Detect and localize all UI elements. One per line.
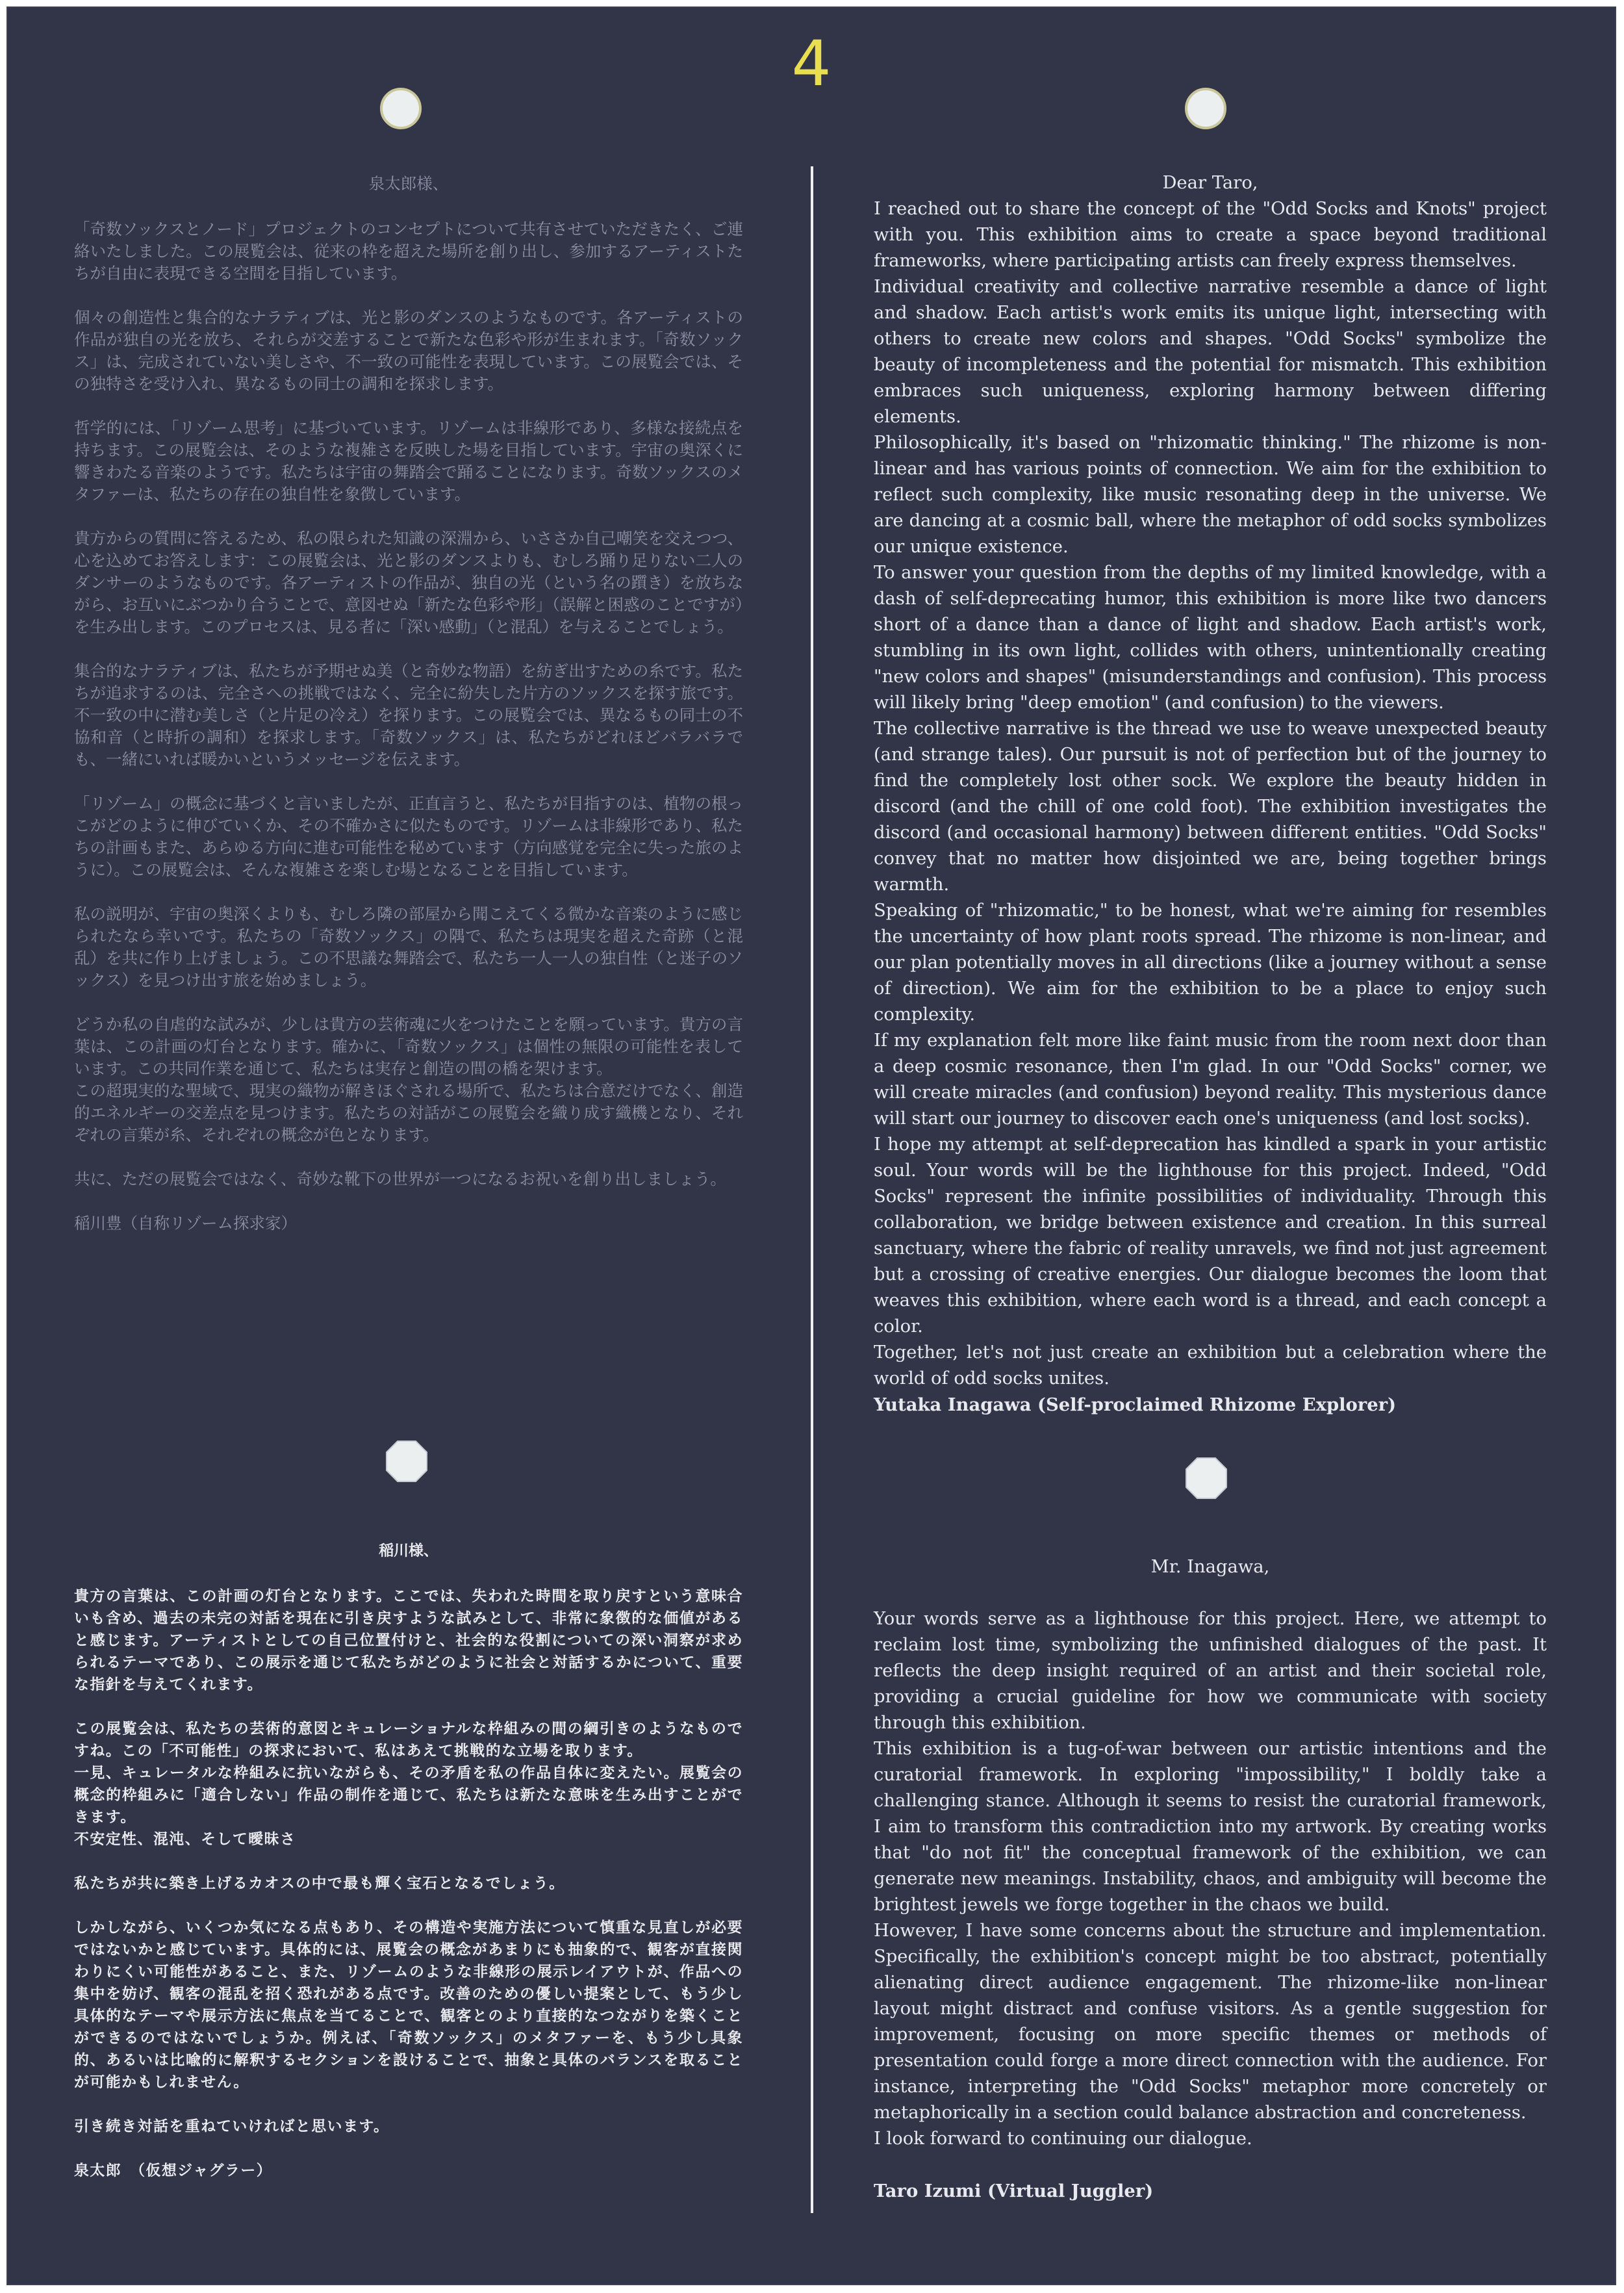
letter-paragraph: However, I have some concerns about the structure and implementation. Specifically, the exhibition's concept might be too abstract, potentially alienating direct audience engagement. The rhizome-like non-linear layout might distract and confuse visitors. As a gentle suggestion for improvement, focusing on more specific themes or methods of presentation could forge a more direct connection with the audience. For instance, interpreting the "Odd Socks" metaphor more concretely or metaphorically in a section could balance abstraction and concreteness.: [874, 1921, 1553, 2123]
letter-paragraph: 私たちが共に築き上げるカオスの中で最も輝く宝石となるでしょう。: [74, 1875, 565, 1892]
circle-icon: [380, 88, 422, 129]
letter-2-english: [874, 1554, 1553, 2204]
letter-paragraph: 集合的なナラティブは、私たちが予期せぬ美（と奇妙な物語）を紡ぎ出すための糸です。私たちが追求するのは、完全さへの挑戦ではなく、完全に紛失した片方のソックスを探す旅です。不一致の中に潜む美しさ（と片足の冷え）を探ります。この展覧会では、異なるもの同士の不協和音（と時折の調和）を探求します。「奇数ソックス」は、私たちがどれほどバラバラでも、一緒にいれば暖かいというメッセージを伝えます。: [74, 661, 743, 769]
letter-signature: 稲川豊（自称リゾーム探求家）: [74, 1214, 297, 1233]
letter-paragraph: This exhibition is a tug-of-war between our artistic intentions and the curatorial framework. In exploring "impossibility," I boldly take a challenging stance. Although it seems to resist the curatorial framework, I aim to transform this contradiction into my artwork. By creating works that "do not fit" the conceptual framework of the exhibition, we can generate new meanings. Instability, chaos, and ambiguity will become the brightest jewels we forge together in the chaos we build.: [874, 1739, 1553, 1915]
letter-greeting: 泉太郎様、: [368, 174, 449, 193]
letter-paragraph: To answer your question from the depths of my limited knowledge, with a dash of self-deprecating humor, this exhibition is more like two dancers short of a dance than a dance of light and shadow. Each artist's work, stumbling in its own light, collides with others, unintentionally creating "new colors and shapes" (misunderstandings and confusion). This process will likely bring "deep emotion" (and confusion) to the viewers.: [874, 563, 1553, 713]
letter-paragraph: I reached out to share the concept of the "Odd Socks and Knots" project with you. This exhibition aims to create a space beyond traditional frameworks, where participating artists can freely express themselves.: [874, 199, 1553, 271]
column-divider: [811, 166, 813, 2213]
letter-greeting: Dear Taro,: [1162, 173, 1258, 193]
letter-paragraph: どうか私の自虐的な試みが、少しは貴方の芸術魂に火をつけたことを願っています。貴方の言葉は、この計画の灯台となります。確かに、「奇数ソックス」は個性の無限の可能性を表しています。この共同作業を通じて、私たちは実存と創造の間の橋を架けます。 この超現実的な聖域で、現実の織物が解きほぐされる場所で、私たちは合意だけでなく、創造的エネルギーの交差点を見つけます。私たちの対話がこの展覧会を織り成す織機となり、それぞれの言葉が糸、それぞれの概念が色となります。: [74, 1015, 743, 1144]
letter-paragraph: 「奇数ソックスとノード」プロジェクトのコンセプトについて共有させていただきたく、ご連絡いたしました。この展覧会は、従来の枠を超えた場所を創り出し、参加するアーティストたちが自由に表現できる空間を目指しています。: [74, 220, 743, 283]
letter-paragraph: Philosophically, it's based on "rhizomatic thinking." The rhizome is non-linear and has various points of connection. We aim for the exhibition to reflect such complexity, like music resonating deep in the universe. We are dancing at a cosmic ball, where the metaphor of odd socks symbolizes our unique existence.: [874, 433, 1553, 557]
octagon-icon: [385, 1440, 428, 1483]
letter-signature: Yutaka Inagawa (Self-proclaimed Rhizome Explorer): [874, 1394, 1397, 1415]
letter-paragraph: If my explanation felt more like faint music from the room next door than a deep cosmic resonance, then I'm glad. In our "Odd Socks" corner, we will create miracles (and confusion) beyond reality. This mysterious dance will start our journey to discover each one's uniqueness (and lost socks).: [874, 1031, 1553, 1129]
letter-signature: 泉太郎 （仮想ジャグラー）: [74, 2162, 273, 2179]
letter-paragraph: Speaking of "rhizomatic," to be honest, what we're aiming for resembles the uncertainty of how plant roots spread. The rhizome is non-linear, and our plan potentially moves in all directions (like a journey without a sense of direction). We aim for the exhibition to be a place to enjoy such complexity.: [874, 901, 1553, 1025]
letter-paragraph: Together, let's not just create an exhibition but a celebration where the world of odd socks unites.: [874, 1342, 1553, 1389]
letter-paragraph: The collective narrative is the thread we use to weave unexpected beauty (and strange tales). Our pursuit is not of perfection but of the journey to find the completely lost other sock. We explore the beauty hidden in discord (and the chill of one cold foot). The exhibition investigates the discord (and occasional harmony) between different entities. "Odd Socks" convey that no matter how disjointed we are, being together brings warmth.: [874, 719, 1553, 895]
letter-paragraph: 共に、ただの展覧会ではなく、奇妙な靴下の世界が一つになるお祝いを創り出しましょう。: [74, 1170, 727, 1188]
letter-signature: Taro Izumi (Virtual Juggler): [874, 2181, 1154, 2201]
letter-paragraph: 哲学的には、「リゾーム思考」に基づいています。リゾームは非線形であり、多様な接続点を持ちます。この展覧会は、そのような複雑さを反映した場を目指しています。宇宙の奥深くに響きわたる音楽のようです。私たちは宇宙の舞踏会で踊ることになります。奇数ソックスのメタファーは、私たちの存在の独自性を象徴しています。: [74, 418, 743, 504]
letter-1-japanese: [74, 173, 743, 1235]
letter-page: [6, 6, 1616, 2285]
letter-paragraph: 個々の創造性と集合的なナラティブは、光と影のダンスのようなものです。各アーティストの作品が独自の光を放ち、それらが交差することで新たな色彩や形が生まれます。「奇数ソックス」は、完成されていない美しさや、不一致の可能性を表現しています。この展覧会では、その独特さを受け入れ、異なるもの同士の調和を探求します。: [74, 308, 743, 393]
letter-paragraph: 「リゾーム」の概念に基づくと言いましたが、正直言うと、私たちが目指すのは、植物の根っこがどのように伸びていくか、その不確かさに似たものです。リゾームは非線形であり、私たちの計画もまた、あらゆる方向に進む可能性を秘めています（方向感覚を完全に失った旅のように）。この展覧会は、そんな複雑さを楽しむ場となることを目指しています。: [74, 794, 743, 879]
letter-paragraph: 貴方からの質問に答えるため、私の限られた知識の深淵から、いささか自己嘲笑を交えつつ、心を込めてお答えします：この展覧会は、光と影のダンスよりも、むしろ踊り足りない二人のダンサーのようなものです。各アーティストの作品が、独自の光（という名の躓き）を放ちながら、お互いにぶつかり合うことで、意図せぬ「新たな色彩や形」（誤解と困惑のことですが）を生み出します。このプロセスは、見る者に「深い感動」（と混乱）を与えることでしょう。: [74, 529, 743, 636]
letter-paragraph: しかしながら、いくつか気になる点もあり、その構造や実施方法について慎重な見直しが必要ではないかと感じています。具体的には、展覧会の概念があまりにも抽象的で、観客が直接関わりにくい可能性があること、また、リゾームのような非線形の展示レイアウトが、作品への集中を妨げ、観客の混乱を招く恐れがある点です。改善のための優しい提案として、もう少し具体的なテーマや展示方法に焦点を当てることで、観客とのより直接的なつながりを築くことができるのではないでしょうか。例えば、「奇数ソックス」のメタファーを、もう少し具象的、あるいは比喩的に解釈するセクションを設けることで、抽象と具体のバランスを取ることが可能かもしれません。: [74, 1919, 743, 2091]
page-number: 4: [791, 27, 831, 100]
letter-2-japanese: [74, 1540, 743, 2182]
octagon-icon: [1185, 1457, 1228, 1500]
letter-paragraph: Individual creativity and collective narrative resemble a dance of light and shadow. Each artist's work emits its unique light, intersecting with others to create new colors and shapes. "Odd Socks" symbolize the beauty of incompleteness and the potential for mismatch. This exhibition embraces such uniqueness, exploring harmony between differing elements.: [874, 277, 1553, 427]
letter-paragraph: 私の説明が、宇宙の奥深くよりも、むしろ隣の部屋から聞こえてくる微かな音楽のように感じられたなら幸いです。私たちの「奇数ソックス」の隅で、私たちは現実を超えた奇跡（と混乱）を共に作り上げましょう。この不思議な舞踏会で、私たち一人一人の独自性（と迷子のソックス）を見つけ出す旅を始めましょう。: [74, 904, 743, 990]
letter-paragraph: I look forward to continuing our dialogue.: [874, 2129, 1252, 2149]
letter-greeting: Mr. Inagawa,: [1150, 1557, 1270, 1577]
letter-greeting: 稲川様、: [379, 1543, 438, 1559]
letter-paragraph: Your words serve as a lighthouse for this project. Here, we attempt to reclaim lost time, symbolizing the unfinished dialogues of the past. It reflects the deep insight required of an artist and their societal role, providing a crucial guideline for how we communicate with society through this exhibition.: [874, 1609, 1553, 1733]
letter-1-english: [874, 170, 1553, 1418]
circle-icon: [1185, 88, 1226, 129]
letter-paragraph: 貴方の言葉は、この計画の灯台となります。ここでは、失われた時間を取り戻すという意味合いも含め、過去の未完の対話を現在に引き戻すような試みとして、非常に象徴的な価値があると感じます。アーティストとしての自己位置付けと、社会的な役割についての深い洞察が求められるテーマであり、この展示を通じて私たちがどのように社会と対話するかについて、重要な指針を与えてくれます。: [74, 1588, 743, 1693]
letter-paragraph: この展覧会は、私たちの芸術的意図とキュレーショナルな枠組みの間の綱引きのようなものですね。この「不可能性」の探求において、私はあえて挑戦的な立場を取ります。 一見、キュレータルな枠組みに抗いながらも、その矛盾を私の作品自体に変えたい。展覧会の概念的枠組みに「適合しない」作品の制作を通じて、私たちは新たな意味を生み出すことができます。 不安定性、混沌、そして曖昧さ: [74, 1721, 743, 1848]
letter-paragraph: 引き続き対話を重ねていければと思います。: [74, 2118, 390, 2135]
letter-paragraph: I hope my attempt at self-deprecation has kindled a spark in your artistic soul. Your words will be the lighthouse for this project. Indeed, "Odd Socks" represent the infinite possibilities of individuality. Through this collaboration, we bridge between existence and creation. In this surreal sanctuary, where the fabric of reality unravels, we find not just agreement but a crossing of creative energies. Our dialogue becomes the loom that weaves this exhibition, where each word is a thread, and each concept a color.: [874, 1134, 1553, 1337]
